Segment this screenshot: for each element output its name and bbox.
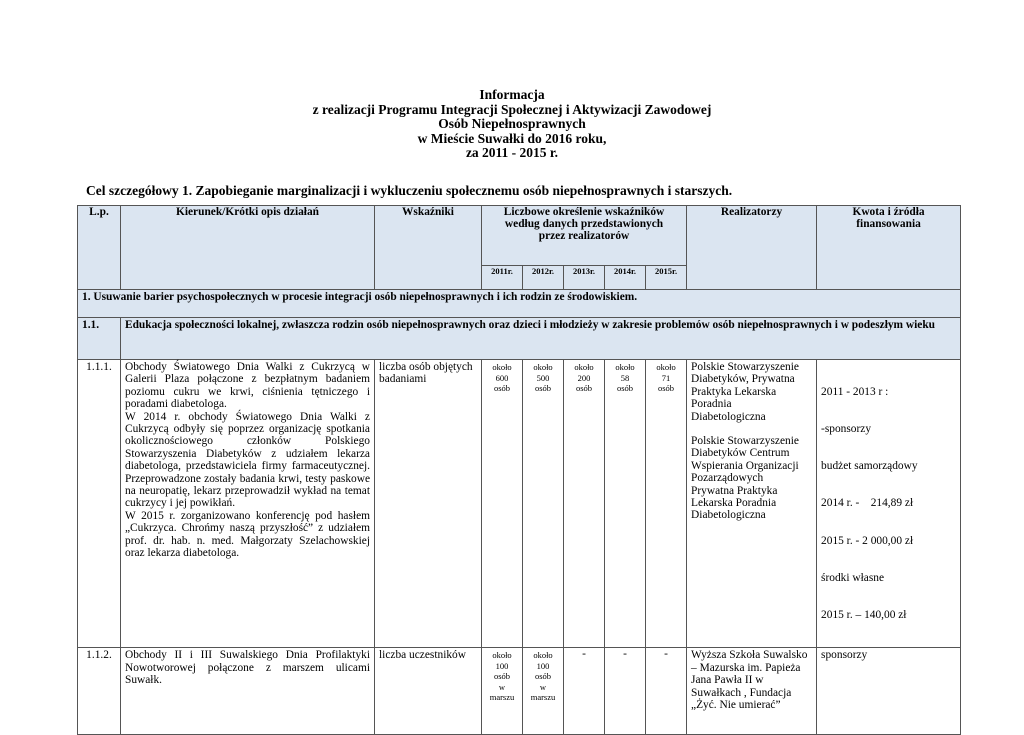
value-line: 600	[495, 372, 509, 383]
program-table	[77, 205, 961, 735]
section-title	[78, 290, 961, 318]
value-line: osób	[534, 671, 552, 682]
value-line: około	[656, 362, 676, 372]
header-text: Kwota i źródła	[852, 206, 925, 218]
col-kierunek-header: Kierunek/Krótki opis działań	[121, 206, 375, 290]
value-line: marszu	[489, 692, 515, 703]
realizator-line: Polskie Stowarzyszenie	[691, 435, 799, 448]
header-line: z realizacji Programu Integracji Społecznej i Aktywizacji Zawodowej	[312, 101, 712, 117]
col-lp-header: L.p.	[78, 206, 121, 290]
kwota-line: sponsorzy	[821, 649, 868, 662]
value-line: osób	[575, 383, 593, 393]
row-indicator	[375, 648, 482, 735]
row-number	[78, 360, 121, 648]
indicator-text: liczba uczestników	[379, 649, 466, 662]
kwota-line: 2015 r. – 140,00 zł	[821, 609, 907, 622]
value-line: 100	[495, 660, 509, 671]
value-line: 100	[536, 660, 550, 671]
section-row	[78, 290, 961, 318]
value-line: 500	[536, 372, 550, 383]
kwota-line: budżet samorządowy	[821, 460, 918, 473]
value-2012	[523, 360, 564, 648]
realizator-line: Diabetologiczna	[691, 509, 766, 522]
value-2014	[605, 648, 646, 735]
header-text: według danych przedstawionych	[504, 218, 664, 230]
row-number-text: 1.1.1.	[86, 361, 112, 373]
year-header: 2014r.	[605, 266, 646, 290]
col-liczbowe-header	[482, 206, 687, 266]
description-paragraph: Obchody Światowego Dnia Walki z Cukrzycą w Galerii Plaza połączone z bezpłatnym badaniem poziomu cukru we krwi, ciśnienia tętniczego i poradami diabetologa.	[125, 361, 370, 411]
subsection-row	[78, 318, 961, 360]
kwota-line: środki własne	[821, 571, 885, 584]
header-text: Liczbowe określenie wskaźników	[503, 206, 665, 218]
value-line: w	[498, 681, 506, 692]
value-line: -	[664, 648, 668, 661]
subsection-title	[121, 318, 961, 360]
value-line: 200	[577, 372, 591, 383]
header-text: przez realizatorów	[538, 230, 630, 242]
subsection-number	[78, 318, 121, 360]
row-realizatorzy	[687, 648, 817, 735]
realizator-line: Diabetyków Centrum	[691, 447, 790, 460]
row-number-text: 1.1.2.	[86, 649, 112, 662]
table-row	[78, 360, 961, 648]
value-2014	[605, 360, 646, 648]
value-line: około	[492, 362, 512, 372]
realizator-line: Diabetyków, Prywatna	[691, 373, 795, 386]
row-number	[78, 648, 121, 735]
description-paragraph: W 2015 r. zorganizowano konferencję pod hasłem „Cukrzyca. Chrońmy naszą przyszłość” z udziałem prof. dr. hab. n. med. Małgorzaty Szelachowskiej oraz lekarza diabetologa.	[125, 509, 370, 560]
table-header-row	[78, 206, 961, 266]
realizator-line: – Mazurska im. Papieża	[691, 661, 801, 674]
kwota-line: 2015 r. - 2 000,00 zł	[821, 534, 914, 547]
value-line: osób	[616, 383, 634, 393]
section-text: 1. Usuwanie barier psychospołecznych w procesie integracji osób niepełnosprawnych i ich rodzin ze środowiskiem.	[82, 291, 638, 303]
col-kwota-header	[817, 206, 961, 290]
realizator-line: Wspierania Organizacji	[691, 459, 799, 472]
row-kwota	[817, 360, 961, 648]
realizator-line: Diabetologiczna	[691, 410, 766, 423]
realizator-line: „Żyć. Nie umierać”	[691, 698, 781, 711]
realizator-line: Pozarządowych	[691, 472, 764, 485]
year-header: 2013r.	[564, 266, 605, 290]
value-line: -	[582, 648, 586, 661]
header-line: za 2011 - 2015 r.	[465, 145, 559, 161]
row-description	[121, 648, 375, 735]
realizator-line: Suwałkach , Fundacja	[691, 686, 792, 699]
kwota-line: -sponsorzy	[821, 423, 872, 436]
year-header: 2015r.	[646, 266, 687, 290]
realizator-line: Jana Pawła II w	[691, 674, 764, 687]
value-line: około	[533, 650, 553, 661]
value-2011	[482, 648, 523, 735]
col-realizatorzy-header: Realizatorzy	[687, 206, 817, 290]
value-2013	[564, 648, 605, 735]
value-line: osób	[493, 383, 511, 393]
subsection-text: Edukacja społeczności lokalnej, zwłaszcza rodzin osób niepełnosprawnych oraz dzieci i młodzieży w zakresie problemów osób niepełnosprawnych i w podeszłym wieku	[125, 319, 936, 331]
col-wskazniki-header: Wskaźniki	[375, 206, 482, 290]
value-line: osób	[657, 383, 675, 393]
value-line: 71	[661, 372, 671, 383]
realizator-line: Prywatna Praktyka	[691, 484, 778, 497]
realizator-line: Praktyka Lekarska	[691, 385, 777, 398]
kwota-line: 2014 r. - 214,89 zł	[821, 497, 914, 510]
row-kwota	[817, 648, 961, 735]
value-2013	[564, 360, 605, 648]
value-line: około	[615, 362, 635, 372]
realizator-line: Poradnia	[691, 398, 732, 411]
year-header: 2012r.	[523, 266, 564, 290]
row-realizatorzy	[687, 360, 817, 648]
description-paragraph: W 2014 r. obchody Światowego Dnia Walki z Cukrzycą odbyły się poprzez organizację spotkania okolicznościowego członków Polskiego Stowarzyszenia Diabetyków z udziałem lekarza diabetologa, przedstawiciela firmy farmaceutycznej. Przeprowadzone zostały badania krwi, testy paskowe na neuropatię, lekarz przeprowadził wykład na temat cukrzycy i jej powikłań.	[125, 410, 370, 510]
header-text: finansowania	[856, 218, 921, 230]
header-line: w Mieście Suwałki do 2016 roku,	[417, 130, 607, 146]
row-indicator	[375, 360, 482, 648]
realizator-line: Lekarska Poradnia	[691, 497, 777, 510]
header-line: Osób Niepełnosprawnych	[438, 116, 586, 132]
kwota-line: 2011 - 2013 r :	[821, 385, 889, 398]
goal-heading: Cel szczegółowy 1. Zapobieganie marginalizacji i wykluczeniu społecznemu osób niepełnosprawnych i starszych.	[86, 183, 733, 198]
realizator-line: Wyższa Szkoła Suwalsko	[691, 649, 808, 662]
value-line: osób	[534, 383, 552, 393]
value-line: marszu	[530, 692, 556, 703]
value-2015	[646, 648, 687, 735]
value-line: 58	[620, 372, 630, 383]
header-line: Informacja	[479, 87, 545, 102]
document-header	[0, 88, 1024, 161]
value-line: osób	[493, 671, 511, 682]
value-line: około	[533, 362, 553, 372]
value-line: -	[623, 648, 627, 661]
value-line: około	[574, 362, 594, 372]
value-2015	[646, 360, 687, 648]
indicator-text: liczba osób objętych badaniami	[379, 361, 473, 386]
realizator-line: Polskie Stowarzyszenie	[691, 361, 799, 373]
value-2011	[482, 360, 523, 648]
row-description	[121, 360, 375, 648]
year-header: 2011r.	[482, 266, 523, 290]
description-paragraph: Obchody II i III Suwalskiego Dnia Profilaktyki Nowotworowej połączone z marszem ulicami Suwałk.	[125, 649, 370, 687]
table-row	[78, 648, 961, 735]
value-line: w	[539, 681, 547, 692]
value-line: około	[492, 650, 512, 661]
subsection-number-text: 1.1.	[82, 319, 100, 331]
value-2012	[523, 648, 564, 735]
